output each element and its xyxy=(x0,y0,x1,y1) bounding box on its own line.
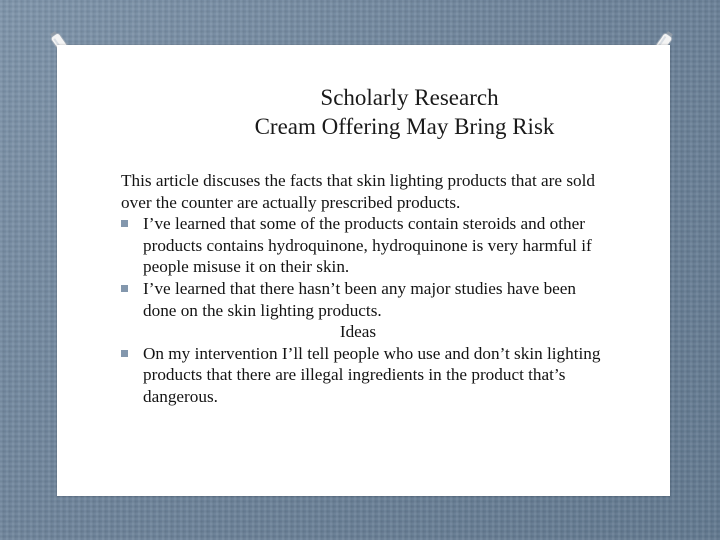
square-bullet-icon xyxy=(121,285,128,292)
slide-title xyxy=(57,83,670,141)
intro-paragraph: This article discuses the facts that skin lighting products that are sold over the counter are actually prescribed products. xyxy=(121,171,595,212)
title-line-1: Scholarly Research xyxy=(320,85,499,110)
bullet-item xyxy=(121,213,601,278)
bullet-text: I’ve learned that there hasn’t been any major studies have been done on the skin lighting products. xyxy=(143,278,577,320)
bullet-text: On my intervention I’ll tell people who use and don’t skin lighting products that there are illegal ingredients in the product that’s dangerous. xyxy=(143,343,601,406)
bullet-item xyxy=(121,343,601,408)
square-bullet-icon xyxy=(121,350,128,357)
bullet-text: I’ve learned that some of the products contain steroids and other products contains hydroquinone, hydroquinone is very harmful if people misuse it on their skin. xyxy=(143,214,592,277)
bullet-item xyxy=(121,278,601,321)
ideas-label: Ideas xyxy=(339,322,377,342)
square-bullet-icon xyxy=(121,220,128,227)
title-line-2: Cream Offering May Bring Risk xyxy=(254,114,555,139)
slide-body xyxy=(121,170,601,408)
